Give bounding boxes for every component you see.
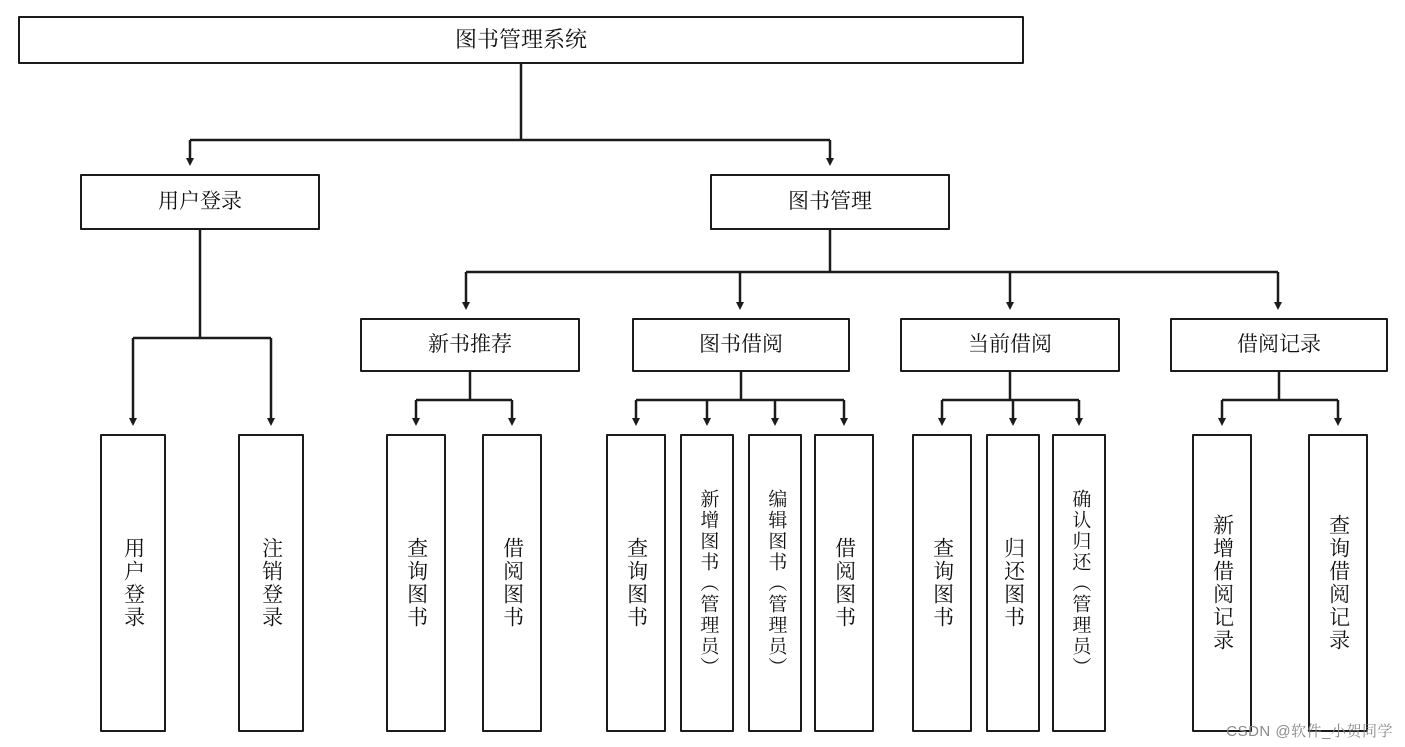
node-current-borrowing[interactable] [900,318,1120,372]
node-label: 查询图书 [624,537,648,629]
node-label: 借阅记录 [1237,332,1321,356]
node-leaf-borrow-book[interactable] [814,434,874,732]
node-book-borrowing[interactable] [632,318,850,372]
node-label: 借阅图书 [832,537,856,629]
node-label: 图书管理系统 [454,27,587,53]
edge-root-to-level1 [190,64,830,162]
edge-bookborrow-to-leaves [636,372,844,422]
node-leaf-query-book-current[interactable] [912,434,972,732]
node-label: 用户登录 [121,537,145,629]
edge-borrowrecord-to-leaves [1222,372,1338,422]
node-borrowing-records[interactable] [1170,318,1388,372]
node-leaf-add-book-admin[interactable] [680,434,734,732]
node-user-login-module[interactable] [80,174,320,230]
node-label: 图书管理 [788,189,872,213]
node-label: 图书借阅 [699,332,783,356]
node-leaf-edit-book-admin[interactable] [748,434,802,732]
node-leaf-confirm-return-admin[interactable] [1052,434,1106,732]
node-leaf-add-borrow-record[interactable] [1192,434,1252,732]
edge-bookmanage-to-level2 [466,230,1278,306]
node-label: 用户登录 [158,189,242,213]
node-leaf-query-book-borrow[interactable] [606,434,666,732]
node-new-book-recommendation[interactable] [360,318,580,372]
watermark-text: CSDN @软件_小贺同学 [1226,723,1393,740]
node-label: 新增借阅记录 [1210,514,1234,652]
edge-newbook-to-leaves [416,372,512,422]
node-leaf-user-login[interactable] [100,434,166,732]
node-label: 新书推荐 [428,332,512,356]
node-leaf-borrow-book-rec[interactable] [482,434,542,732]
node-label: 新增图书（管理员） [697,488,719,678]
node-label: 查询图书 [930,537,954,629]
node-leaf-query-borrow-record[interactable] [1308,434,1368,732]
node-label: 借阅图书 [500,537,524,629]
node-label: 归还图书 [1001,537,1025,629]
node-label: 查询借阅记录 [1326,514,1350,652]
node-label: 当前借阅 [968,332,1052,356]
edge-currentborrow-to-leaves [942,372,1079,422]
edge-login-to-leaves [133,230,271,422]
node-leaf-user-logout[interactable] [238,434,304,732]
node-label: 确认归还（管理员） [1069,488,1091,678]
node-leaf-return-book[interactable] [986,434,1040,732]
node-label: 注销登录 [259,537,283,629]
node-book-management[interactable] [710,174,950,230]
node-label: 查询图书 [404,537,428,629]
node-root[interactable] [18,16,1024,64]
node-leaf-query-book-rec[interactable] [386,434,446,732]
node-label: 编辑图书（管理员） [765,488,787,678]
